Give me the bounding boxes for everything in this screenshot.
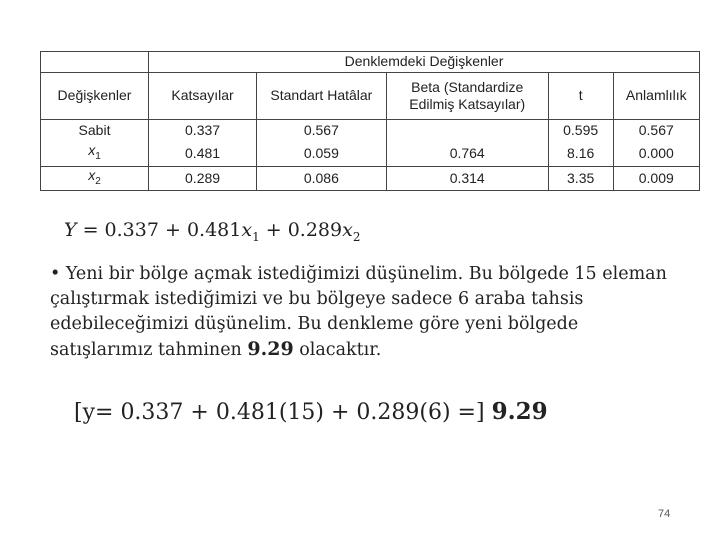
empty-corner-cell: [41, 52, 149, 73]
paragraph-result: 9.29: [247, 338, 294, 360]
col-header-t: t: [548, 72, 613, 119]
col-header-beta: Beta (Standardize Edilmiş Katsayılar): [386, 72, 548, 119]
cell-t: 3.35: [548, 166, 613, 190]
page-number: 74: [658, 508, 671, 520]
table-row: [41, 119, 700, 142]
regression-table: [40, 51, 700, 191]
cell-beta: 0.764: [386, 142, 548, 166]
calculation-result: 9.29: [491, 398, 548, 425]
cell-significance: 0.009: [613, 166, 699, 190]
explanation-paragraph: [50, 262, 670, 363]
cell-coefficient: 0.481: [149, 142, 257, 166]
table-column-header-row: [41, 72, 700, 119]
col-header-coefficients: Katsayılar: [149, 72, 257, 119]
group-header: Denklemdeki Değişkenler: [149, 52, 700, 73]
col-header-std-errors: Standart Hatâlar: [257, 72, 387, 119]
regression-equation: $Y = 0.337 + 0.481x_1 + 0.289x_2$: [64, 219, 361, 244]
paragraph-text: • Yeni bir bölge açmak istediğimizi düşünelim. Bu bölgede 15 eleman çalıştırmak istediğimizi ve bu bölgeye sadece 6 araba tahsis edebileceğimizi düşünelim. Bu denkleme göre yeni bölgede satışlarımız tahminen: [50, 264, 667, 360]
cell-significance: 0.567: [613, 119, 699, 142]
cell-variable: $x_2$: [41, 166, 149, 190]
cell-std-error: 0.567: [257, 119, 387, 142]
cell-significance: 0.000: [613, 142, 699, 166]
paragraph-tail: olacaktır.: [293, 340, 382, 360]
cell-beta: 0.314: [386, 166, 548, 190]
col-header-significance: Anlamlılık: [613, 72, 699, 119]
cell-std-error: 0.086: [257, 166, 387, 190]
cell-t: 0.595: [548, 119, 613, 142]
cell-variable: $x_1$: [41, 142, 149, 166]
regression-table-container: [40, 51, 700, 191]
cell-coefficient: 0.289: [149, 166, 257, 190]
cell-std-error: 0.059: [257, 142, 387, 166]
cell-coefficient: 0.337: [149, 119, 257, 142]
calculation-text: [y= 0.337 + 0.481(15) + 0.289(6) =]: [74, 400, 492, 425]
cell-beta: [386, 119, 548, 142]
table-group-header-row: [41, 52, 700, 73]
table-row: [41, 142, 700, 166]
cell-variable: Sabit: [41, 119, 149, 142]
col-header-variables: Değişkenler: [41, 72, 149, 119]
calculation-line: [74, 398, 548, 425]
table-row: [41, 166, 700, 190]
cell-t: 8.16: [548, 142, 613, 166]
